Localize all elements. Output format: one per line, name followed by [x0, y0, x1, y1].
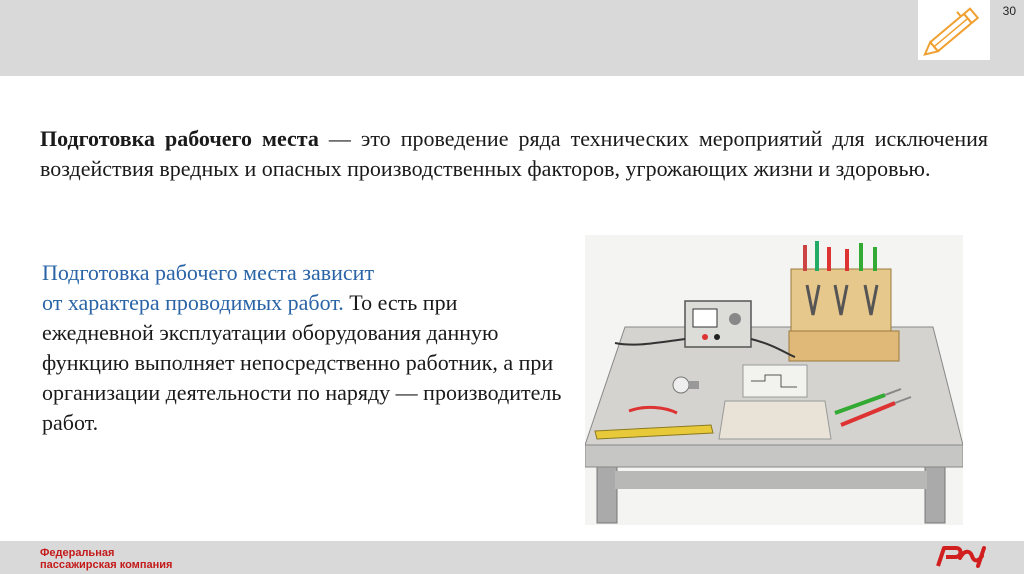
definition-term: Подготовка рабочего места: [40, 126, 319, 151]
definition-body: — это проведение ряда технических мероприятий для исключения воздействия вредных и опасных производственных факторов, угрожающих жизни и здоровью.: [40, 126, 988, 181]
blue-line-1: Подготовка рабочего места зависит: [42, 260, 375, 285]
header-bar: [0, 0, 1024, 76]
pencil-icon: [918, 0, 990, 60]
page-number: 30: [1002, 4, 1016, 18]
pencil-icon-box: [918, 0, 990, 60]
company-line-2: пассажирская компания: [40, 559, 173, 571]
definition-text: [40, 124, 988, 184]
workbench-illustration: [585, 235, 963, 525]
blue-line-2: от характера проводимых работ.: [42, 290, 344, 315]
company-line-1: Федеральная: [40, 547, 115, 559]
dependency-paragraph: [42, 258, 562, 438]
rzd-logo: [934, 544, 992, 570]
paragraph-rest: То есть при ежедневной эксплуатации оборудования данную функцию выполняет непосредственно работник, а при организации деятельности по наряду — производитель работ.: [42, 290, 562, 435]
company-name: [40, 547, 172, 571]
